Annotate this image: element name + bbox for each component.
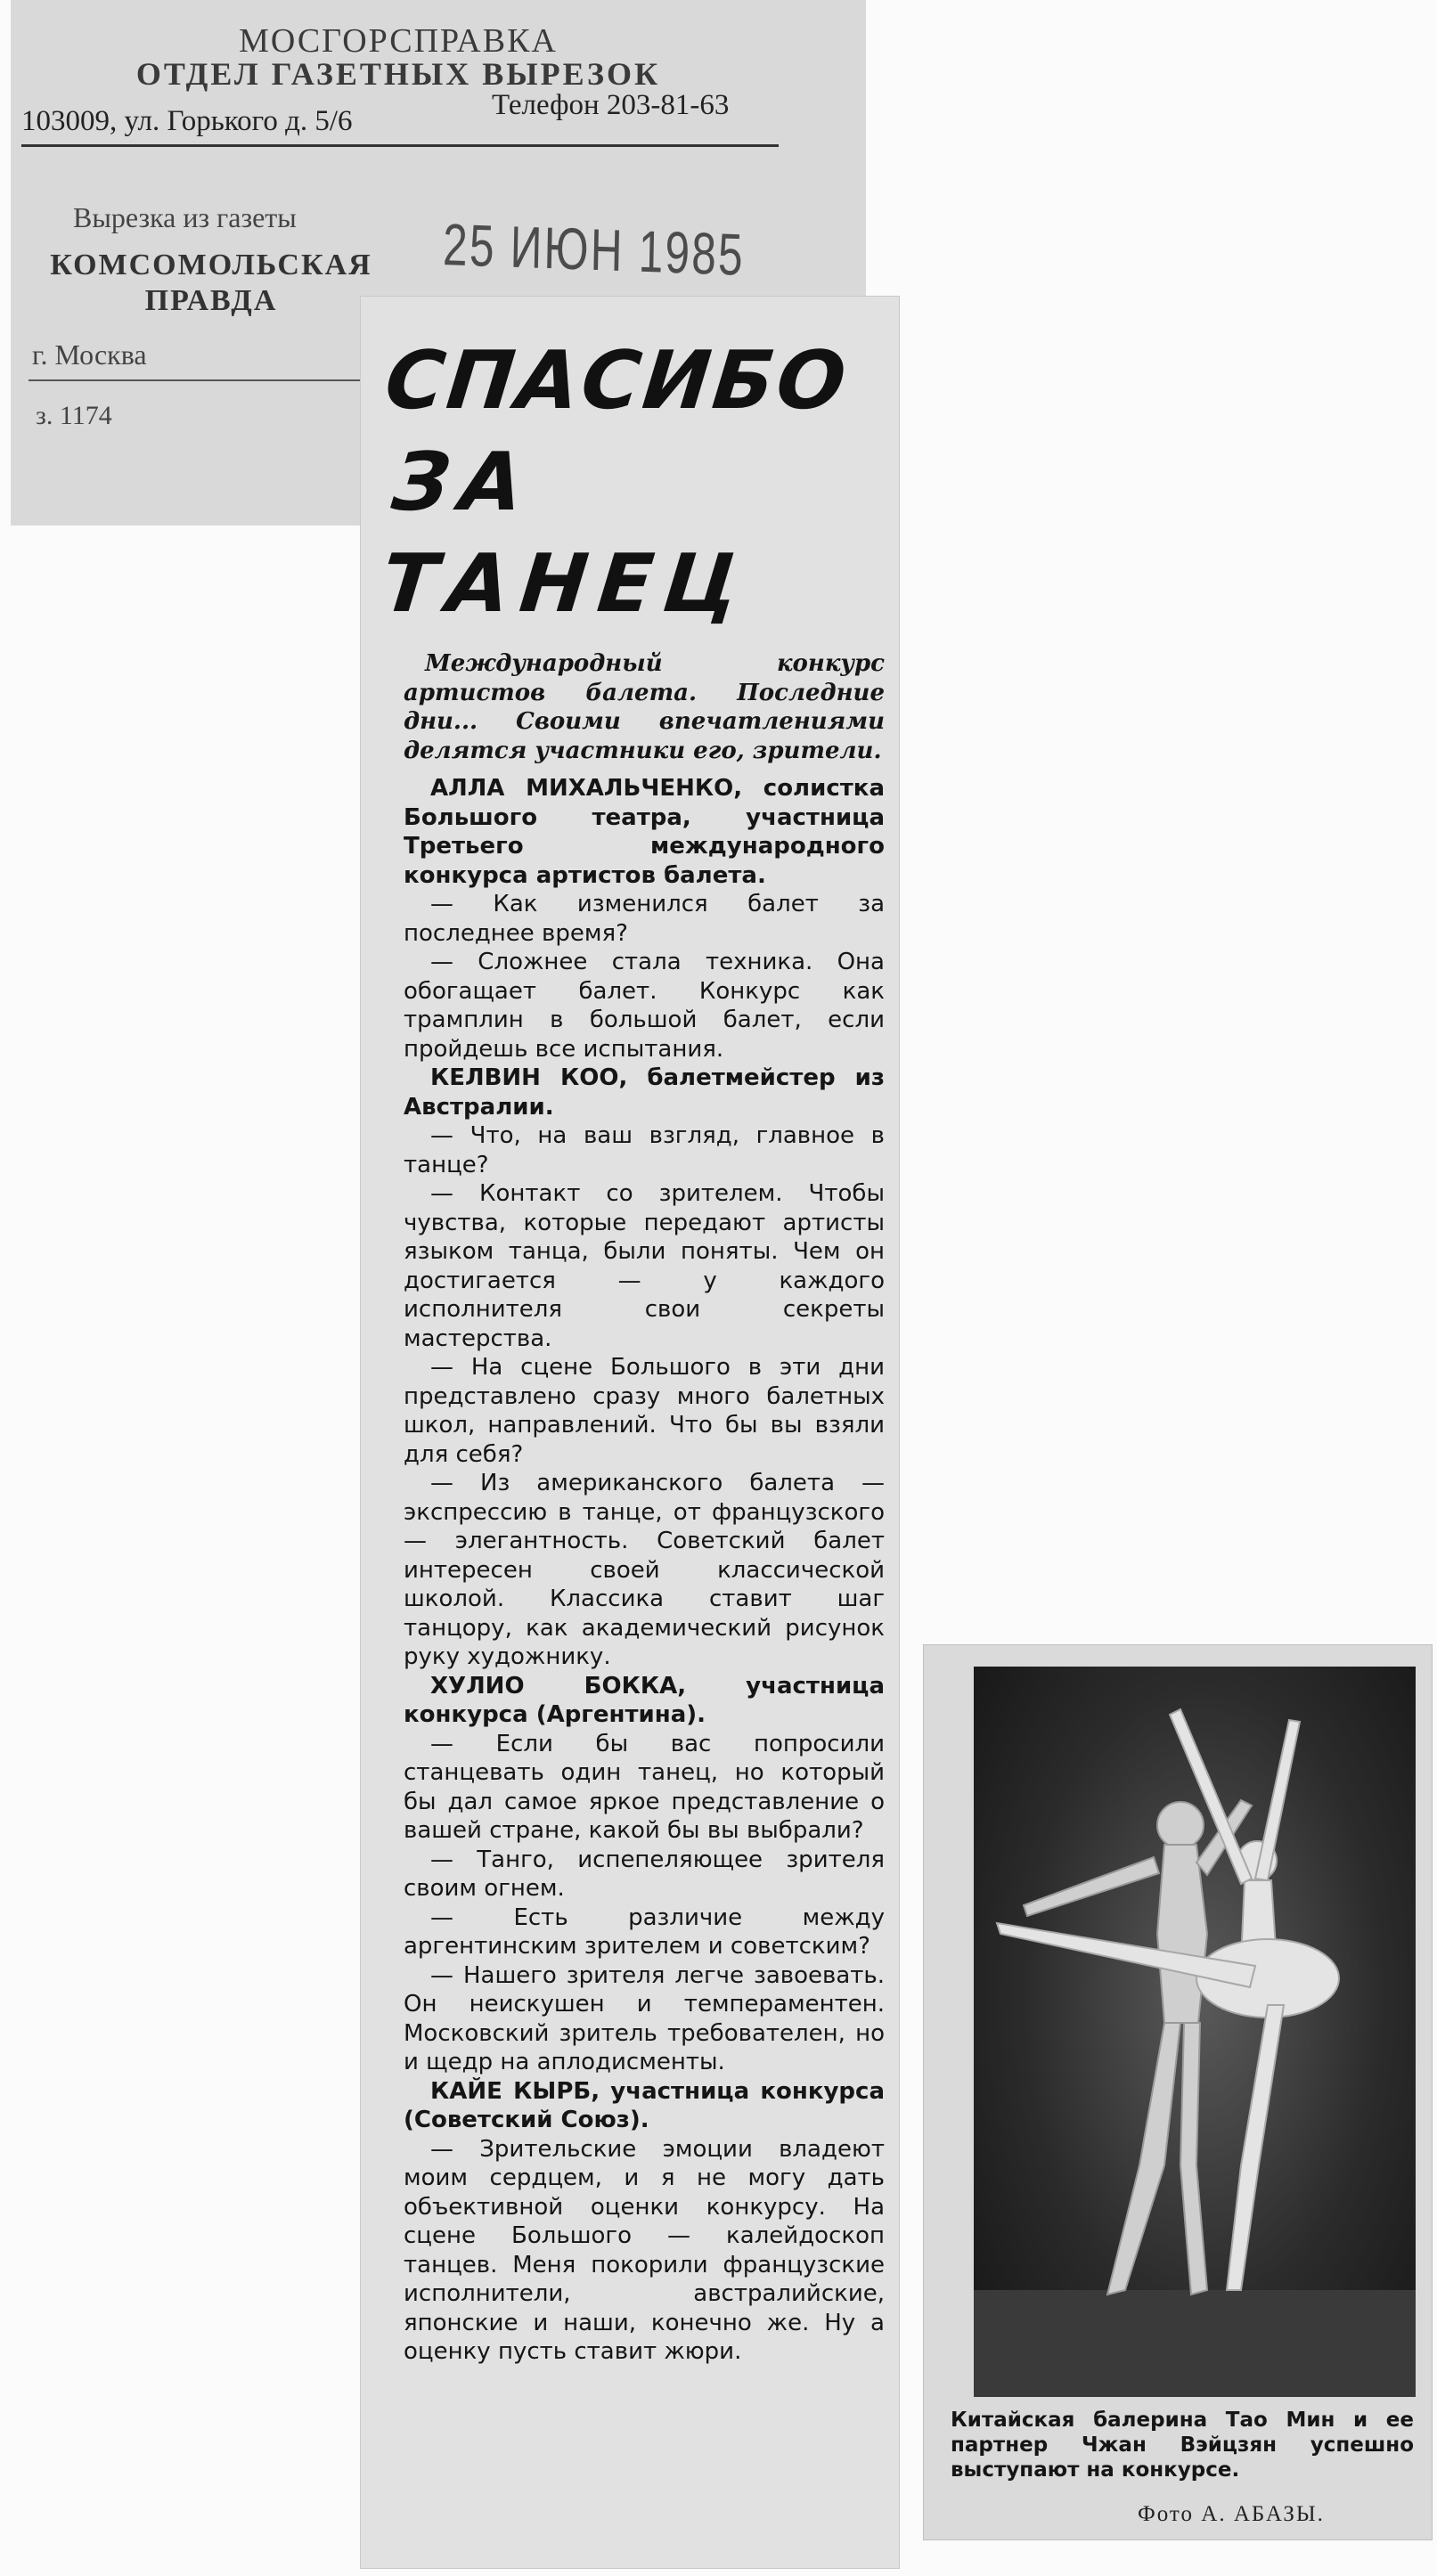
speaker-intro: АЛЛА МИХАЛЬЧЕНКО, солистка Большого театра, участница Третьего международного конкурса артистов балета. [404,775,885,889]
newspaper-name: КОМСОМОЛЬСКАЯ ПРАВДА [50,249,372,317]
question: — Как изменился балет за последнее время? [404,891,885,947]
answer: — Из американского балета — экспрессию в танце, от французского — элегантность. Советский балет интересен своей классической школой. Классика ставит шаг танцору, как академический рисунок руку художнику. [404,1470,885,1670]
question: — Если бы вас попросили станцевать один танец, но который бы дал самое яркое представление о вашей стране, какой бы вы выбрали? [404,1730,885,1844]
ballet-photo [974,1667,1416,2397]
article-body [361,635,899,2367]
answer: — Танго, испепеляющее зрителя своим огнем. [404,1846,885,1902]
clip-from-label: Вырезка из газеты [73,201,297,233]
bureau-phone: Телефон 203-81-63 [492,89,730,121]
headline [325,297,899,635]
article-clipping [360,296,900,2569]
headline-line-1: СПАСИБО [380,334,853,428]
speaker-intro: ХУЛИО БОККА, участница конкурса (Аргентина). [404,1672,885,1728]
headline-line-2: ЗА ТАНЕЦ [377,436,754,631]
photo-caption: Китайская балерина Тао Мин и ее партнер Чжан Вэйцзян успешно выступают на конкурсе. [951,2409,1414,2482]
question: — Есть различие между аргентинским зрителем и советским? [404,1903,885,1960]
bureau-name: МОСГОРСПРАВКА [239,22,558,60]
speaker-intro: КЕЛВИН КОО, балетмейстер из Австралии. [404,1064,885,1121]
speaker-intro: КАЙЕ КЫРБ, участница конкурса (Советский Союз). [404,2077,885,2133]
answer: — Сложнее стала техника. Она обогащает балет. Конкурс как трамплин в большой балет, если пройдешь все испытания. [404,949,885,1063]
order-number: з. 1174 [36,401,112,430]
department-name: ОТДЕЛ ГАЗЕТНЫХ ВЫРЕЗОК [135,56,661,92]
question: — На сцене Большого в эти дни представлено сразу много балетных школ, направлений. Что бы вы взяли для себя? [404,1354,885,1468]
divider [29,379,367,381]
bureau-address: 103009, ул. Горького д. 5/6 [21,105,353,137]
dancers-illustration [974,1667,1416,2397]
divider [21,144,779,147]
article-lead: Международный конкурс артистов балета. Последние дни... Своими впечатлениями делятся участники его, зрители. [404,650,885,764]
photo-credit: Фото А. АБАЗЫ. [1138,2502,1325,2526]
answer: — Зрительские эмоции владеют моим сердцем, и я не могу дать объективной оценки конкурсу. На сцене Большого — калейдоскоп танцев. Меня покорили французские исполнители, австралийские, японские и наши, конечно же. Ну а оценку пусть ставит жюри. [404,2135,885,2365]
answer: — Нашего зрителя легче завоевать. Он неискушен и темпераментен. Московский зритель требователен, но и щедр на аплодисменты. [404,1961,885,2075]
city: г. Москва [32,338,147,371]
photo-clipping [923,1644,1433,2540]
question: — Что, на ваш взгляд, главное в танце? [404,1122,885,1178]
answer: — Контакт со зрителем. Чтобы чувства, которые передают артисты языком танца, были поняты. Чем он достигается — у каждого исполнителя свои секреты мастерства. [404,1180,885,1352]
date-stamp: 25 ИЮН 1985 [442,210,746,288]
